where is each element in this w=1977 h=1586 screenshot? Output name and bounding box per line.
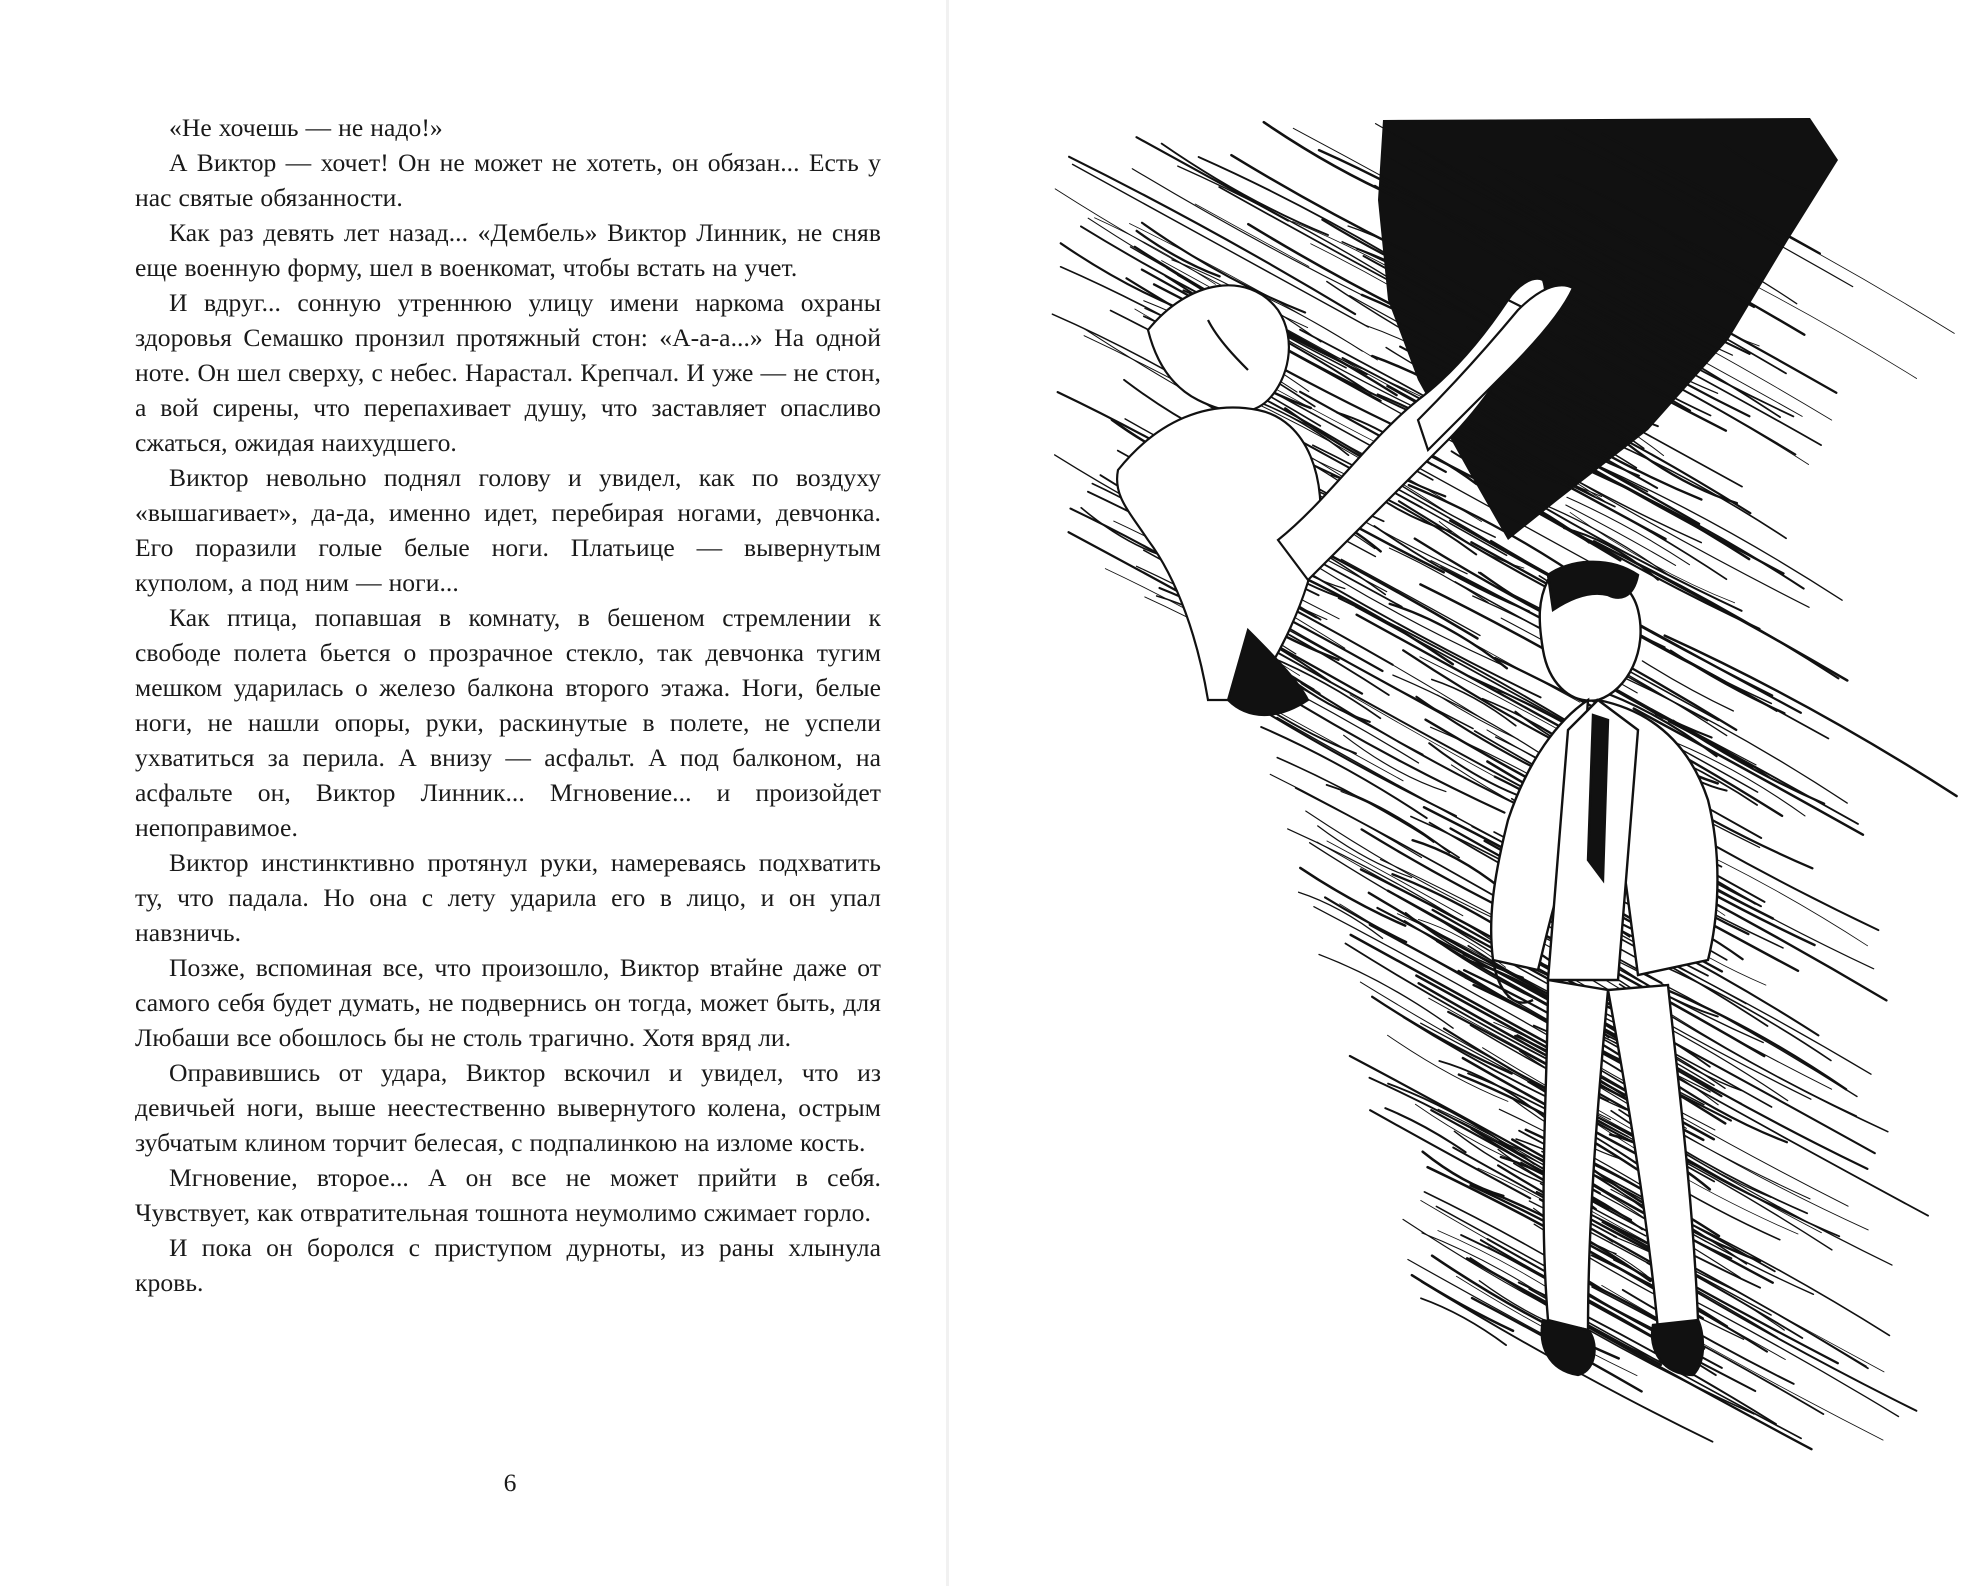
hatch-stroke bbox=[1602, 1285, 1883, 1440]
hatch-stroke bbox=[1262, 703, 1404, 781]
hatch-stroke bbox=[1341, 792, 1434, 843]
body-text bbox=[135, 110, 881, 1300]
paragraph: А Виктор — хочет! Он не может не хотеть, он обязан... Есть у нас святые обязанности. bbox=[135, 148, 881, 212]
hatch-stroke bbox=[1385, 1108, 1465, 1152]
hatch-stroke bbox=[1413, 840, 1503, 890]
page-number: 6 bbox=[503, 1468, 517, 1497]
hatch-stroke bbox=[1277, 758, 1459, 858]
hatch-stroke bbox=[1162, 144, 1328, 235]
hatch-stroke bbox=[1299, 892, 1383, 938]
hatch-stroke bbox=[1436, 1206, 1557, 1273]
hatch-stroke bbox=[1421, 1201, 1657, 1331]
left-page bbox=[0, 0, 948, 1586]
hatch-stroke bbox=[1341, 559, 1480, 635]
paragraph: Как раз девять лет назад... «Дембель» Виктор Линник, не сняв еще военную форму, шел в военкомат, чтобы встать на учет. bbox=[135, 218, 881, 282]
paragraph: Виктор инстинктивно протянул руки, намереваясь подхватить ту, что падала. Но она с лету ударила его в лицо, и он упал навзничь. bbox=[135, 848, 881, 947]
hatch-stroke bbox=[1327, 785, 1450, 853]
hatch-stroke bbox=[1412, 1275, 1513, 1331]
paragraph: Виктор невольно поднял голову и увидел, как по воздуху «вышагивает», да-да, именно идет, перебирая ногами, девчонка. Его поразили голые белые ноги. Платьице — вывернутым куполом, а под ним — ноги... bbox=[135, 463, 881, 597]
paragraph: Позже, вспоминая все, что произошло, Виктор втайне даже от самого себя будет думать, не подвернись он тогда, может быть, для Любаши все обошлось бы не столь трагично. Хотя вряд ли. bbox=[135, 953, 881, 1052]
hatch-stroke bbox=[1095, 218, 1216, 284]
ink-illustration bbox=[948, 0, 1977, 1586]
right-page bbox=[948, 0, 1977, 1586]
hatch-stroke bbox=[1254, 640, 1548, 802]
hatch-stroke bbox=[1195, 204, 1309, 267]
paragraph: «Не хочешь — не надо!» bbox=[169, 113, 443, 142]
paragraph: Мгновение, второе... А он все не может прийти в себя. Чувствует, как отвратительная тошнота неумолимо сжимает горло. bbox=[135, 1163, 881, 1227]
paragraph: Оправившись от удара, Виктор вскочил и увидел, что из девичьей ноги, выше неестественно вывернутого колена, острым зубчатым клином торчит белесая, с подпалинкою на изломе кость. bbox=[135, 1058, 881, 1157]
paragraph: И вдруг... сонную утреннюю улицу имени наркома охраны здоровья Семашко пронзил протяжный стон: «А-а-а...» На одной ноте. Он шел сверху, с небес. Нарастал. Крепчал. И уже — не стон, а вой сирены, что перепахивает душу, что заставляет опасливо сжаться, ожидая наихудшего. bbox=[135, 288, 881, 457]
hatch-stroke bbox=[1370, 1110, 1530, 1198]
paragraph: И пока он боролся с приступом дурноты, из раны хлынула кровь. bbox=[135, 1233, 881, 1297]
paragraph: Как птица, попавшая в комнату, в бешеном стремлении к свободе полета бьется о прозрачное стекло, так девчонка тугим мешком ударилась о железо балкона второго этажа. Ноги, белые ноги, не нашли опоры, руки, раскинутые в полете, не успели ухватиться за перила. А внизу — асфальт. А под балконом, на асфальте он, Виктор Линник... Мгновение... и произойдет непоправимое. bbox=[135, 603, 881, 842]
